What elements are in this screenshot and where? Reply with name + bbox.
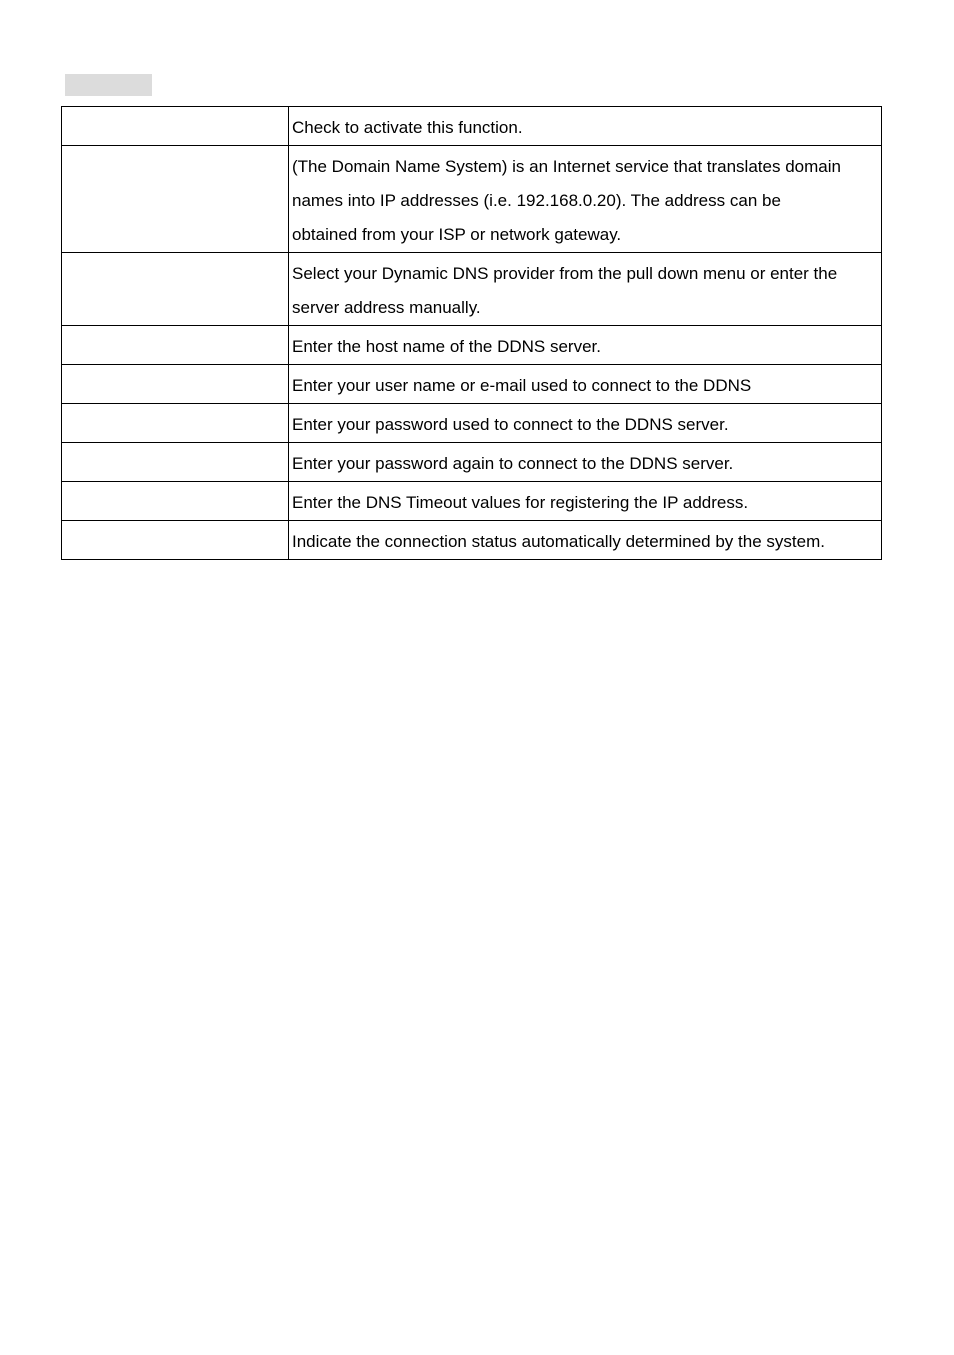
field-description-cell bbox=[289, 404, 882, 443]
table-row bbox=[62, 482, 882, 521]
table-row bbox=[62, 146, 882, 253]
field-description-cell bbox=[289, 443, 882, 482]
description-line: names into IP addresses (i.e. 192.168.0.20). The address can be bbox=[292, 191, 781, 210]
description-line: Enter your user name or e-mail used to connect to the DDNS bbox=[292, 376, 752, 395]
field-label-cell bbox=[62, 365, 289, 404]
field-label-cell bbox=[62, 404, 289, 443]
description-line: Indicate the connection status automatically determined by the system. bbox=[292, 532, 825, 551]
field-label-cell bbox=[62, 146, 289, 253]
description-line: Enter the DNS Timeout values for registering the IP address. bbox=[292, 493, 749, 512]
field-label-cell bbox=[62, 443, 289, 482]
description-line: Select your Dynamic DNS provider from the pull down menu or enter the bbox=[292, 264, 838, 283]
field-description-cell bbox=[289, 521, 882, 560]
table-row bbox=[62, 365, 882, 404]
description-line: (The Domain Name System) is an Internet service that translates domain bbox=[292, 157, 841, 176]
field-label-cell bbox=[62, 253, 289, 326]
field-description-cell bbox=[289, 365, 882, 404]
field-description-cell bbox=[289, 253, 882, 326]
section-heading-highlight bbox=[65, 74, 152, 96]
description-line: Enter the host name of the DDNS server. bbox=[292, 337, 601, 356]
table-row bbox=[62, 404, 882, 443]
field-label-cell bbox=[62, 107, 289, 146]
description-line: Enter your password used to connect to the DDNS server. bbox=[292, 415, 729, 434]
description-line: Enter your password again to connect to the DDNS server. bbox=[292, 454, 734, 473]
table-row bbox=[62, 326, 882, 365]
description-line: Check to activate this function. bbox=[292, 118, 523, 137]
ddns-settings-table bbox=[61, 106, 882, 560]
field-label-cell bbox=[62, 482, 289, 521]
field-label-cell bbox=[62, 326, 289, 365]
table-row bbox=[62, 443, 882, 482]
field-description-cell bbox=[289, 326, 882, 365]
table-row bbox=[62, 521, 882, 560]
description-line: server address manually. bbox=[292, 298, 481, 317]
table-row bbox=[62, 253, 882, 326]
table-row bbox=[62, 107, 882, 146]
field-label-cell bbox=[62, 521, 289, 560]
field-description-cell bbox=[289, 107, 882, 146]
field-description-cell bbox=[289, 146, 882, 253]
field-description-cell bbox=[289, 482, 882, 521]
description-line: obtained from your ISP or network gateway. bbox=[292, 225, 622, 244]
